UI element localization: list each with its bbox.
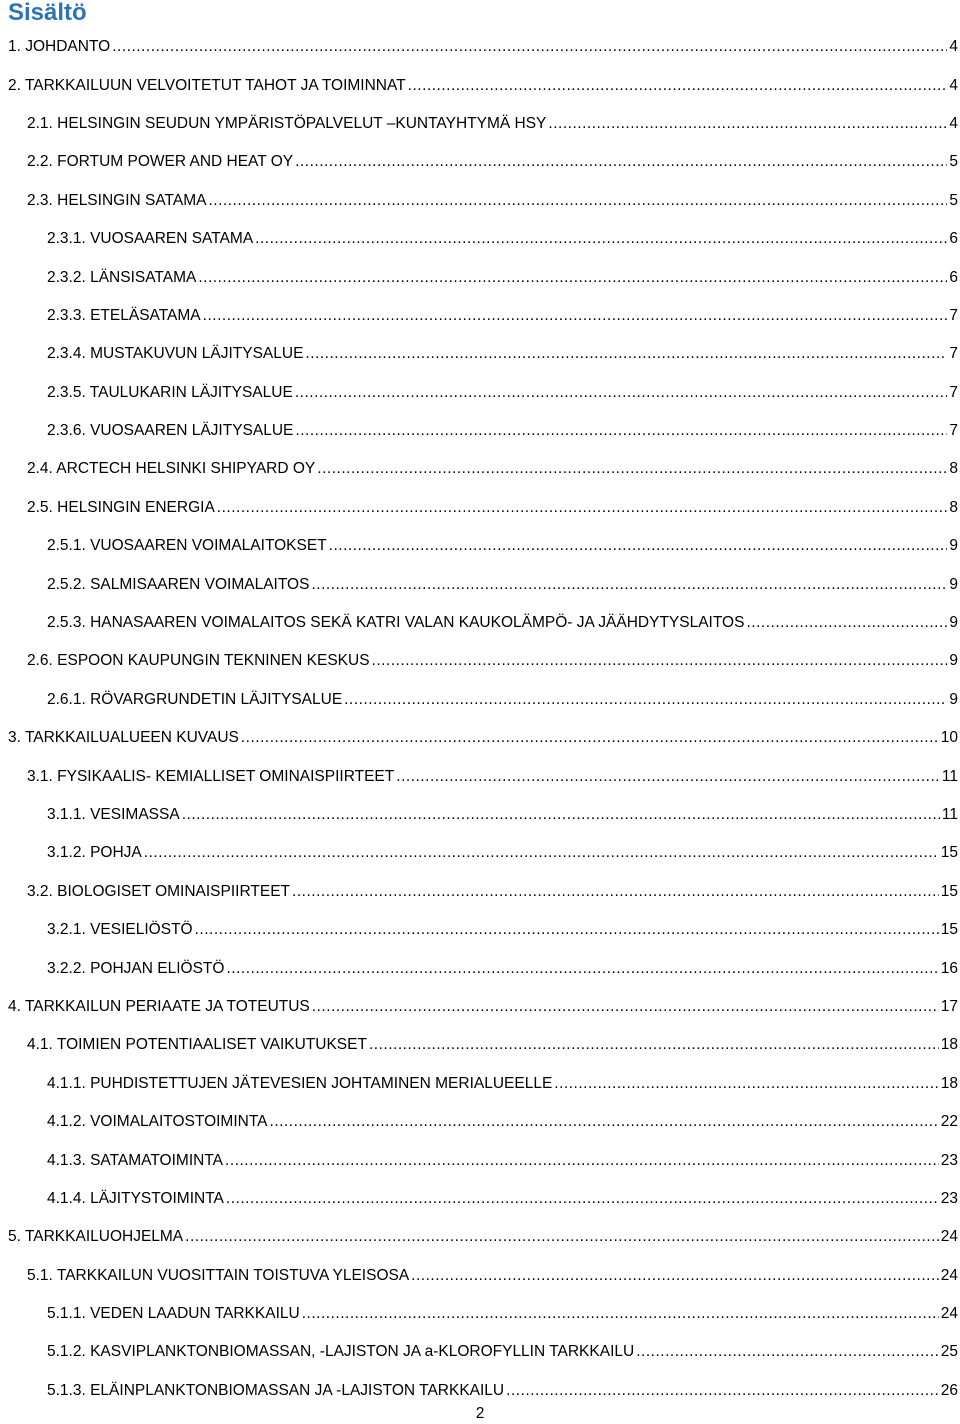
toc-dot-leader xyxy=(295,421,947,441)
toc-entry[interactable] xyxy=(0,374,960,412)
toc-dot-leader xyxy=(554,1074,938,1094)
toc-entry-title: 5.1. TARKKAILUN VUOSITTAIN TOISTUVA YLEISOSA xyxy=(27,1266,410,1284)
toc-entry[interactable] xyxy=(0,527,960,565)
toc-dot-leader xyxy=(311,575,947,595)
toc-dot-leader xyxy=(506,1381,939,1401)
toc-entry-page: 9 xyxy=(949,690,958,708)
toc-entry-title: 3.1.1. VESIMASSA xyxy=(47,806,180,823)
toc-entry[interactable] xyxy=(0,604,960,642)
toc-entry-page: 24 xyxy=(940,1228,958,1246)
toc-entry[interactable] xyxy=(0,28,960,66)
toc-dot-leader xyxy=(226,1189,939,1209)
toc-entry[interactable] xyxy=(0,873,960,911)
toc-entry-title: 2.6. ESPOON KAUPUNGIN TEKNINEN KESKUS xyxy=(27,652,370,670)
toc-dot-leader xyxy=(185,1227,939,1247)
toc-entry[interactable] xyxy=(0,489,960,527)
toc-entry-page: 10 xyxy=(940,729,958,747)
toc-dot-leader xyxy=(255,229,947,249)
toc-entry-page: 11 xyxy=(941,767,958,785)
toc-dot-leader xyxy=(329,536,948,556)
toc-entry-page: 18 xyxy=(940,1036,958,1054)
toc-entry[interactable] xyxy=(0,182,960,220)
toc-entry-title: 5. TARKKAILUOHJELMA xyxy=(8,1228,184,1246)
toc-dot-leader xyxy=(302,1304,939,1324)
toc-entry-page: 26 xyxy=(940,1381,958,1399)
toc-entry-page: 8 xyxy=(949,498,958,516)
toc-entry-title: 2.2. FORTUM POWER AND HEAT OY xyxy=(27,153,294,171)
toc-dot-leader xyxy=(295,383,948,403)
toc-entry-page: 7 xyxy=(949,345,958,363)
toc-dot-leader xyxy=(241,728,939,748)
toc-entry-page: 18 xyxy=(940,1074,958,1092)
toc-entry-title: 2.1. HELSINGIN SEUDUN YMPÄRISTÖPALVELUT –KUNTAYHTYMÄ HSY xyxy=(27,114,547,132)
toc-entry-page: 15 xyxy=(940,844,958,862)
toc-entry[interactable] xyxy=(0,757,960,795)
table-of-contents xyxy=(0,28,960,1410)
toc-entry-title: 2.5. HELSINGIN ENERGIA xyxy=(27,498,215,516)
toc-entry-page: 6 xyxy=(949,230,958,248)
toc-entry[interactable] xyxy=(0,911,960,949)
toc-dot-leader xyxy=(746,613,947,633)
toc-dot-leader xyxy=(312,997,939,1017)
toc-entry-title: 3.2.2. POHJAN ELIÖSTÖ xyxy=(47,959,225,977)
toc-entry[interactable] xyxy=(0,834,960,872)
toc-entry[interactable] xyxy=(0,1295,960,1333)
toc-entry[interactable] xyxy=(0,1333,960,1371)
toc-entry-title: 2.3.1. VUOSAAREN SATAMA xyxy=(47,230,254,248)
toc-entry[interactable] xyxy=(0,642,960,680)
toc-entry-title: 3.1.2. POHJA xyxy=(47,844,142,862)
toc-entry[interactable] xyxy=(0,988,960,1026)
toc-dot-leader xyxy=(208,191,947,211)
toc-entry[interactable] xyxy=(0,143,960,181)
toc-entry[interactable] xyxy=(0,220,960,258)
toc-entry[interactable] xyxy=(0,450,960,488)
toc-entry-title: 4. TARKKAILUN PERIAATE JA TOTEUTUS xyxy=(8,997,310,1015)
toc-entry-page: 23 xyxy=(940,1151,958,1169)
toc-dot-leader xyxy=(226,959,938,979)
toc-dot-leader xyxy=(203,306,948,326)
toc-dot-leader xyxy=(225,1151,939,1171)
toc-entry-title: 5.1.3. ELÄINPLANKTONBIOMASSAN JA -LAJISTON TARKKAILU xyxy=(47,1381,505,1399)
toc-entry[interactable] xyxy=(0,258,960,296)
toc-dot-leader xyxy=(198,268,947,288)
toc-entry-title: 5.1.2. KASVIPLANKTONBIOMASSAN, -LAJISTON JA a-KLOROFYLLIN TARKKAILU xyxy=(47,1343,635,1361)
toc-entry-page: 25 xyxy=(940,1343,958,1361)
toc-entry-title: 4.1. TOIMIEN POTENTIAALISET VAIKUTUKSET xyxy=(27,1036,367,1054)
toc-dot-leader xyxy=(217,498,948,518)
toc-entry-title: 2.4. ARCTECH HELSINKI SHIPYARD OY xyxy=(27,460,316,478)
toc-entry-page: 5 xyxy=(949,153,958,171)
toc-entry-page: 4 xyxy=(949,114,958,132)
toc-entry-page: 24 xyxy=(940,1305,958,1323)
toc-entry-title: 2. TARKKAILUUN VELVOITETUT TAHOT JA TOIMINNAT xyxy=(8,76,406,94)
toc-dot-leader xyxy=(411,1266,939,1286)
toc-entry-page: 17 xyxy=(940,997,958,1015)
toc-entry[interactable] xyxy=(0,412,960,450)
toc-entry-page: 7 xyxy=(949,306,958,324)
toc-entry[interactable] xyxy=(0,1103,960,1141)
toc-entry-page: 16 xyxy=(940,959,958,977)
toc-entry-page: 8 xyxy=(949,460,958,478)
toc-dot-leader xyxy=(636,1342,939,1362)
toc-entry[interactable] xyxy=(0,1180,960,1218)
toc-entry[interactable] xyxy=(0,565,960,603)
toc-entry-title: 4.1.3. SATAMATOIMINTA xyxy=(47,1151,223,1169)
toc-entry-page: 24 xyxy=(940,1266,958,1284)
toc-dot-leader xyxy=(292,882,939,902)
toc-dot-leader xyxy=(112,37,947,57)
toc-dot-leader xyxy=(144,843,939,863)
toc-dot-leader xyxy=(548,114,947,134)
toc-dot-leader xyxy=(305,344,947,364)
toc-entry[interactable] xyxy=(0,105,960,143)
toc-entry[interactable] xyxy=(0,297,960,335)
toc-entry-title: 3.2. BIOLOGISET OMINAISPIIRTEET xyxy=(27,882,291,900)
toc-dot-leader xyxy=(369,1035,939,1055)
toc-entry-title: 4.1.4. LÄJITYSTOIMINTA xyxy=(47,1189,224,1207)
toc-entry[interactable] xyxy=(0,66,960,104)
toc-entry-page: 5 xyxy=(949,191,958,209)
toc-entry-title: 2.3.2. LÄNSISATAMA xyxy=(47,268,197,286)
toc-entry-title: 5.1.1. VEDEN LAADUN TARKKAILU xyxy=(47,1305,300,1323)
toc-entry[interactable] xyxy=(0,949,960,987)
toc-entry-page: 6 xyxy=(949,268,958,286)
toc-entry-title: 4.1.2. VOIMALAITOSTOIMINTA xyxy=(47,1113,268,1131)
toc-dot-leader xyxy=(372,651,948,671)
toc-dot-leader xyxy=(295,152,947,172)
toc-entry-title: 1. JOHDANTO xyxy=(8,38,111,56)
toc-entry-page: 15 xyxy=(940,882,958,900)
toc-entry-title: 2.3.6. VUOSAAREN LÄJITYSALUE xyxy=(47,422,294,440)
toc-dot-leader xyxy=(195,920,939,940)
toc-dot-leader xyxy=(270,1112,939,1132)
toc-dot-leader xyxy=(396,767,940,787)
toc-entry-title: 3.1. FYSIKAALIS- KEMIALLISET OMINAISPIIRTEET xyxy=(27,767,395,785)
toc-entry-title: 4.1.1. PUHDISTETTUJEN JÄTEVESIEN JOHTAMINEN MERIALUEELLE xyxy=(47,1074,553,1092)
toc-entry-page: 9 xyxy=(949,614,958,632)
page-number: 2 xyxy=(475,1405,485,1422)
toc-dot-leader xyxy=(344,690,947,710)
toc-heading: Sisältö xyxy=(8,0,87,26)
toc-entry-page: 9 xyxy=(949,575,958,593)
toc-entry[interactable] xyxy=(0,719,960,757)
toc-entry-title: 3. TARKKAILUALUEEN KUVAUS xyxy=(8,729,239,747)
toc-entry[interactable] xyxy=(0,1026,960,1064)
toc-dot-leader xyxy=(182,805,940,825)
toc-entry[interactable] xyxy=(0,1141,960,1179)
toc-entry-title: 2.3.3. ETELÄSATAMA xyxy=(47,306,201,324)
toc-entry-page: 9 xyxy=(949,537,958,555)
toc-entry-title: 2.5.1. VUOSAAREN VOIMALAITOKSET xyxy=(47,537,327,555)
toc-entry[interactable] xyxy=(0,796,960,834)
toc-entry-title: 3.2.1. VESIELIÖSTÖ xyxy=(47,921,193,939)
toc-entry-title: 2.6.1. RÖVARGRUNDETIN LÄJITYSALUE xyxy=(47,690,343,708)
toc-entry-page: 7 xyxy=(949,383,958,401)
toc-entry-page: 7 xyxy=(949,422,958,440)
toc-entry-title: 2.3.5. TAULUKARIN LÄJITYSALUE xyxy=(47,383,293,401)
toc-entry[interactable] xyxy=(0,1218,960,1256)
toc-entry-page: 23 xyxy=(940,1189,958,1207)
toc-entry[interactable] xyxy=(0,681,960,719)
toc-entry-title: 2.3. HELSINGIN SATAMA xyxy=(27,191,207,209)
toc-entry-page: 4 xyxy=(949,38,958,56)
toc-entry-page: 4 xyxy=(949,76,958,94)
toc-entry[interactable] xyxy=(0,1065,960,1103)
toc-entry-title: 2.5.3. HANASAAREN VOIMALAITOS SEKÄ KATRI VALAN KAUKOLÄMPÖ- JA JÄÄHDYTYSLAITOS xyxy=(47,614,745,632)
toc-entry[interactable] xyxy=(0,1257,960,1295)
toc-entry-page: 11 xyxy=(941,806,958,823)
toc-dot-leader xyxy=(317,459,947,479)
toc-entry-title: 2.5.2. SALMISAAREN VOIMALAITOS xyxy=(47,575,310,593)
toc-entry-title: 2.3.4. MUSTAKUVUN LÄJITYSALUE xyxy=(47,345,304,363)
toc-entry[interactable] xyxy=(0,335,960,373)
toc-dot-leader xyxy=(408,76,948,96)
toc-entry-page: 15 xyxy=(940,921,958,939)
toc-entry-page: 22 xyxy=(940,1113,958,1131)
toc-entry-page: 9 xyxy=(949,652,958,670)
